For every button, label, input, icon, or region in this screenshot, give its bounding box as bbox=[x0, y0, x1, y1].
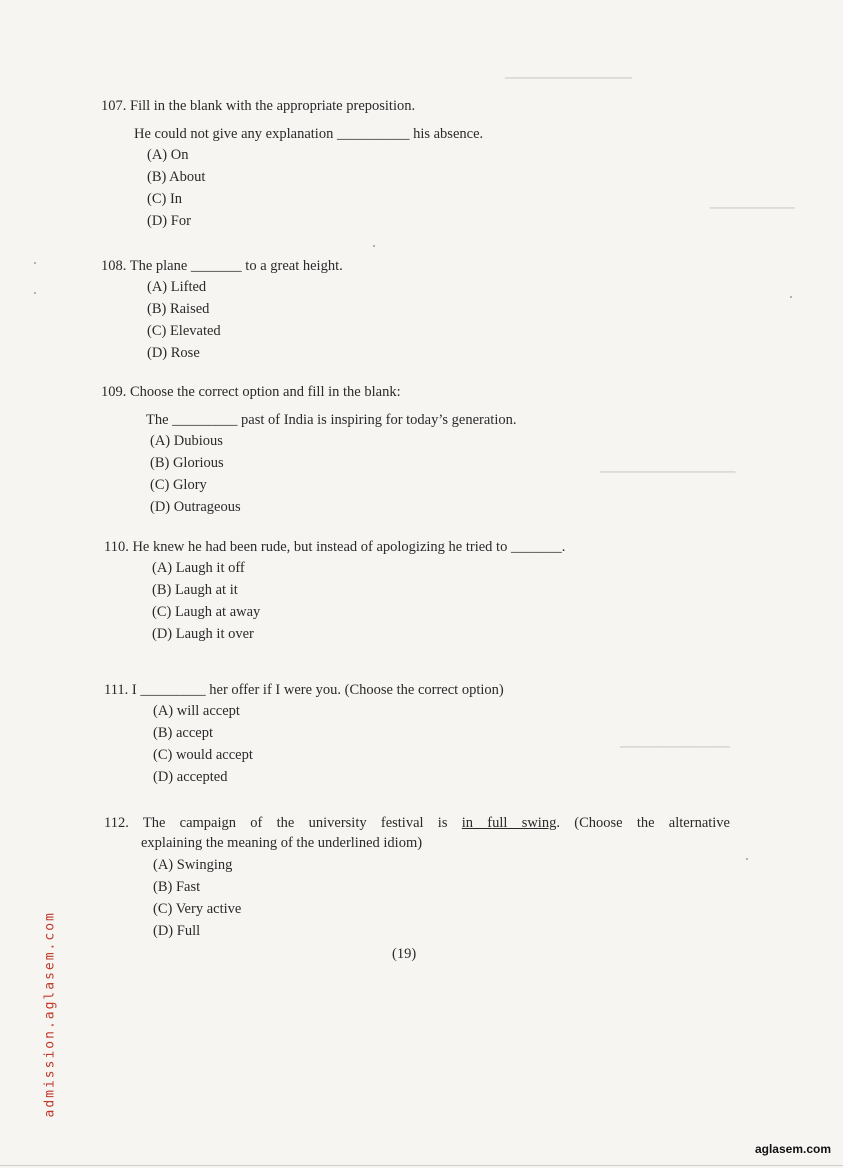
option-c: (C) Very active bbox=[153, 901, 242, 917]
option-b: (B) Glorious bbox=[150, 455, 224, 471]
options-list bbox=[152, 557, 565, 645]
question-107 bbox=[101, 96, 483, 232]
underlined-idiom: in full swing bbox=[461, 815, 557, 831]
page-number: (19) bbox=[392, 946, 417, 962]
stem-text: 112. The campaign of the university festival is bbox=[104, 815, 448, 831]
option-b: (B) Laugh at it bbox=[152, 582, 238, 598]
question-111 bbox=[104, 680, 504, 788]
question-109 bbox=[101, 382, 517, 518]
option-d: (D) For bbox=[147, 213, 191, 229]
option-a: (A) will accept bbox=[153, 703, 240, 719]
option-c: (C) Glory bbox=[150, 477, 207, 493]
options-list bbox=[147, 276, 343, 364]
question-112 bbox=[104, 813, 730, 942]
question-stem bbox=[104, 813, 730, 833]
question-stem-continued: explaining the meaning of the underlined idiom) bbox=[141, 835, 423, 851]
question-sentence: The _________ past of India is inspiring for today’s generation. bbox=[146, 412, 517, 428]
question-sentence: He could not give any explanation __________ his absence. bbox=[134, 126, 484, 142]
options-list bbox=[153, 700, 504, 788]
options-list bbox=[153, 854, 730, 942]
option-a: (A) Dubious bbox=[150, 433, 223, 449]
option-a: (A) Swinging bbox=[153, 857, 233, 873]
question-110 bbox=[104, 537, 565, 645]
option-c: (C) In bbox=[147, 191, 183, 207]
bleed-through-text: ▁▁▁▁▁▁▁▁▁▁▁▁▁▁▁▁ bbox=[600, 461, 736, 473]
question-stem: 110. He knew he had been rude, but instead of apologizing he tried to _______. bbox=[104, 539, 566, 555]
option-a: (A) On bbox=[147, 147, 189, 163]
bleed-through-text: ▁▁▁▁▁▁▁▁▁▁▁▁▁▁▁ bbox=[505, 67, 632, 79]
question-stem: 108. The plane _______ to a great height. bbox=[101, 258, 343, 274]
scan-speck bbox=[790, 296, 792, 298]
option-a: (A) Laugh it off bbox=[152, 560, 245, 576]
stem-text: . (Choose the alternative bbox=[556, 815, 730, 831]
bleed-through-text: ▁▁▁▁▁▁▁▁▁▁▁▁▁ bbox=[620, 736, 730, 748]
option-c: (C) Laugh at away bbox=[152, 604, 261, 620]
watermark: admission.aglasem.com bbox=[42, 911, 58, 1118]
option-b: (B) Raised bbox=[147, 301, 210, 317]
site-footer: aglasem.com bbox=[754, 1142, 831, 1156]
option-c: (C) Elevated bbox=[147, 323, 221, 339]
option-d: (D) Full bbox=[153, 923, 201, 939]
scan-speck bbox=[746, 858, 748, 860]
question-stem: 109. Choose the correct option and fill in the blank: bbox=[101, 384, 401, 400]
option-d: (D) Rose bbox=[147, 345, 200, 361]
question-stem: 111. I _________ her offer if I were you. (Choose the correct option) bbox=[104, 682, 504, 698]
bleed-through-text: ▁▁▁▁▁▁▁▁▁▁ bbox=[710, 197, 795, 209]
scan-speck bbox=[34, 262, 36, 264]
question-stem: 107. Fill in the blank with the appropriate preposition. bbox=[101, 98, 416, 114]
options-list bbox=[147, 144, 483, 232]
page-edge-divider bbox=[0, 1165, 843, 1166]
option-c: (C) would accept bbox=[153, 747, 253, 763]
option-d: (D) Laugh it over bbox=[152, 626, 254, 642]
options-list bbox=[150, 430, 517, 518]
option-b: (B) accept bbox=[153, 725, 213, 741]
option-d: (D) accepted bbox=[153, 769, 228, 785]
option-b: (B) Fast bbox=[153, 879, 201, 895]
scan-speck bbox=[373, 245, 375, 247]
scan-speck bbox=[34, 292, 36, 294]
option-a: (A) Lifted bbox=[147, 279, 207, 295]
option-b: (B) About bbox=[147, 169, 206, 185]
option-d: (D) Outrageous bbox=[150, 499, 241, 515]
question-108 bbox=[101, 256, 343, 364]
